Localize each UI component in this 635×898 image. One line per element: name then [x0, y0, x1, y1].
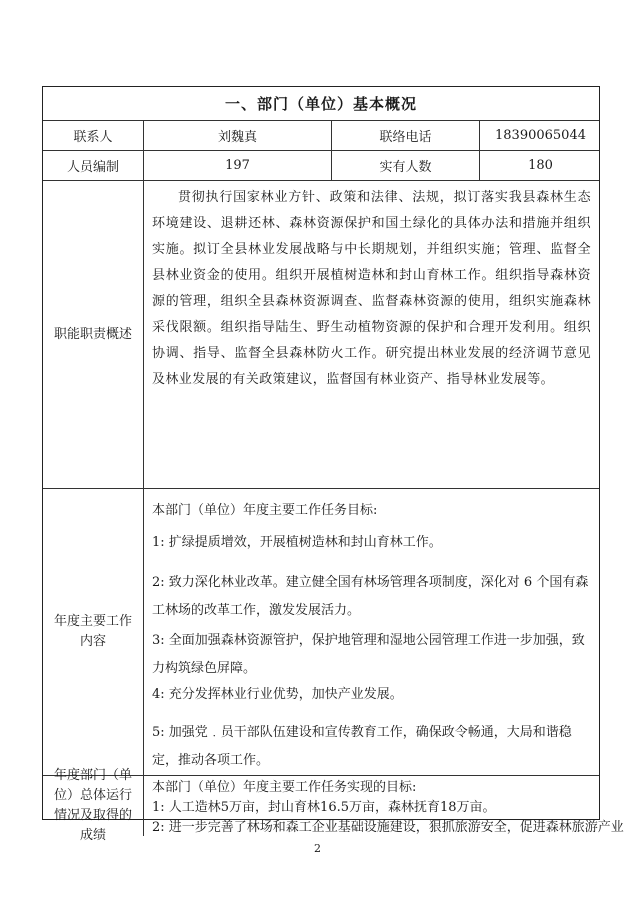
results-content: [143, 776, 624, 836]
task-item: 5: 加强党﹒员干部队伍建设和宣传教育工作，确保政令畅通，大局和谐稳定，推动各项工作。: [152, 725, 572, 768]
result-item: 2: 进一步完善了林场和森工企业基础设施建设，狠抓旅游安全，促进森林旅游产业: [152, 820, 624, 835]
staffing-label: 人员编制: [66, 160, 119, 175]
result-item: 1: 人工造林5万亩，封山育林16.5万亩，森林抚育18万亩。: [152, 800, 496, 815]
tasks-intro: 本部门（单位）年度主要工作任务目标:: [152, 503, 378, 518]
actual-staff-label: 实有人数: [331, 151, 479, 180]
duties-content: [143, 181, 599, 488]
phone-label: 联络电话: [331, 121, 479, 150]
staffing-row: [43, 151, 599, 181]
task-item: 3: 全面加强森林资源管护，保护地管理和湿地公园管理工作进一步加强，致力构筑绿色屏障。: [152, 633, 585, 676]
duties-label: 职能职责概述: [53, 326, 132, 342]
contact-label: 联系人: [73, 130, 113, 145]
duties-text: 贯彻执行国家林业方针、政策和法律、法规，拟订落实我县森林生态环境建设、退耕还林、森林资源保护和国土绿化的具体办法和措施并组织实施。拟订全县林业发展战略与中长期规划，并组织实施；管理、监督全县林业资金的使用。组织开展植树造林和封山育林工作。组织指导森林资源的管理，组织全县森林资源调查、监督森林资源的使用，组织实施森林采伐限额。组织指导陆生、野生动植物资源的保护和合理开发利用。组织协调、指导、监督全县森林防火工作。研究提出林业发展的经济调节意见及林业发展的有关政策建议，监督国有林业资产、指导林业发展等。: [152, 190, 591, 387]
section-title: 一、部门（单位）基本概况: [224, 95, 417, 113]
contact-row: [43, 121, 599, 151]
contact-name: 刘魏真: [143, 121, 331, 150]
tasks-content: [143, 489, 599, 775]
task-item: 4: 充分发挥林业行业优势，加快产业发展。: [152, 687, 403, 702]
tasks-label: 年度主要工作内容: [53, 614, 132, 649]
table-title-row: [43, 87, 599, 121]
staffing-value: 197: [143, 151, 331, 180]
task-item: 1: 扩绿提质增效，开展植树造林和封山育林工作。: [152, 535, 442, 550]
results-label: 年度部门（单位）总体运行情况及取得的成绩: [53, 768, 132, 843]
duties-row: [43, 181, 599, 489]
overview-table: [42, 86, 624, 843]
phone-value: 18390065044: [479, 121, 601, 150]
tasks-row: [43, 489, 599, 776]
results-row: [43, 768, 624, 843]
page-number: 2: [314, 842, 321, 855]
actual-staff-value: 180: [479, 151, 601, 180]
results-intro: 本部门（单位）年度主要工作任务实现的目标:: [152, 780, 417, 795]
task-item: 2: 致力深化林业改革。建立健全国有林场管理各项制度，深化对 6 个国有森工林场的改革工作，激发发展活力。: [152, 575, 589, 618]
